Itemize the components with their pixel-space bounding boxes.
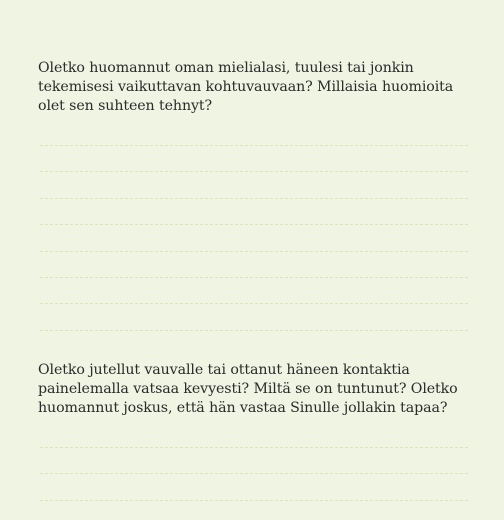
question-1-text: Oletko huomannut oman mielialasi, tuulesi tai jonkin tekemisesi vaikuttavan kohtuvauvaan? Millaisia huomioita olet sen suhteen tehnyt? <box>38 60 454 114</box>
answer-line <box>40 171 468 172</box>
question-2-text: Oletko jutellut vauvalle tai ottanut häneen kontaktia painelemalla vatsaa kevyesti? Miltä se on tuntunut? Oletko huomannut joskus, että hän vastaa Sinulle jollakin tapaa? <box>38 362 458 416</box>
answer-line <box>40 303 468 304</box>
answer-line <box>40 277 468 278</box>
answer-line <box>40 500 468 501</box>
answer-line <box>40 447 468 448</box>
answer-line <box>40 330 468 331</box>
answer-line <box>40 198 468 199</box>
answer-line <box>40 224 468 225</box>
answer-line <box>40 473 468 474</box>
answer-line <box>40 251 468 252</box>
answer-line <box>40 145 468 146</box>
